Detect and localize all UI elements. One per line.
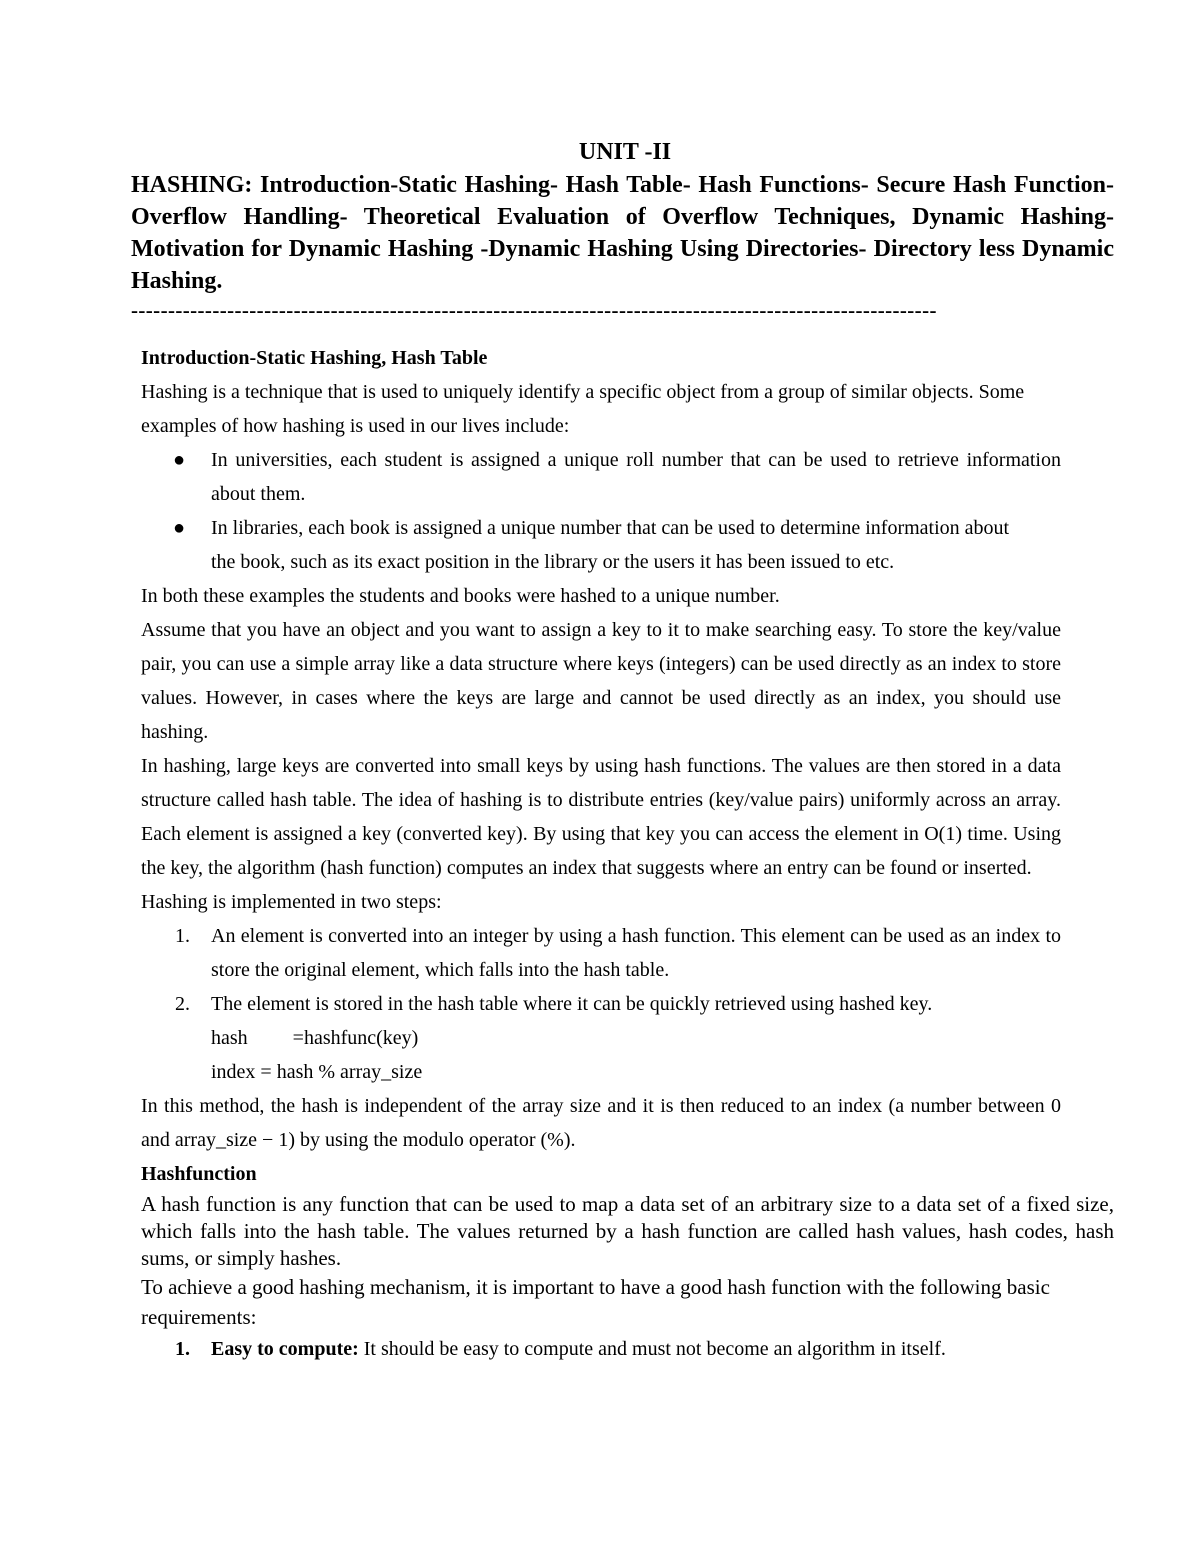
bullet-text: In universities, each student is assigned a unique roll number that can be used to retrieve information about them. [211, 449, 1061, 505]
paragraph: A hash function is any function that can be used to map a data set of an arbitrary size to a data set of a fixed size, which falls into the hash table. The values returned by a hash function are called hash values, hash codes, hash sums, or simply hashes. [141, 1192, 1114, 1270]
bullet-icon: ● [173, 517, 186, 539]
steps-numbered-list [141, 919, 1061, 1089]
examples-bullet-list [141, 443, 1061, 579]
paragraph: In this method, the hash is independent of the array size and it is then reduced to an index (a number between 0 and array_size − 1) by using the modulo operator (%). [141, 1095, 1061, 1151]
requirement-number: 1. [175, 1338, 190, 1360]
requirement-label: Easy to compute: [211, 1338, 359, 1360]
requirement-text [211, 1332, 1061, 1366]
bullet-text: In libraries, each book is assigned a unique number that can be used to determine information about the book, such as its exact position in the library or the users it has been issued to etc. [211, 517, 1010, 573]
syllabus-text: Introduction-Static Hashing- Hash Table- Hash Functions- Secure Hash Function- Overflow Handling- Theoretical Evaluation of Overflow Techniques, Dynamic Hashing- Motivation for Dynamic Hashing -Dynamic Hashing Using Directories- Directory less Dynamic Hashing. [131, 172, 1114, 294]
section-heading-hashfunction: Hashfunction [141, 1163, 257, 1185]
paragraph: To achieve a good hashing mechanism, it is important to have a good hash function with the following basic requirements: [141, 1275, 1050, 1329]
section-heading-introduction: Introduction-Static Hashing, Hash Table [141, 347, 488, 369]
bullet-item [173, 443, 1061, 511]
formula-index: index = hash % array_size [211, 1061, 423, 1083]
unit-title: UNIT -II [578, 139, 672, 165]
bullet-item [173, 511, 1061, 579]
document-body [141, 341, 1114, 1366]
intro-paragraph: Hashing is a technique that is used to uniquely identify a specific object from a group of similar objects. Some examples of how hashing is used in our lives include: [141, 381, 1025, 437]
requirement-description: It should be easy to compute and must not become an algorithm in itself. [358, 1338, 946, 1360]
syllabus-label: HASHING: [131, 172, 253, 198]
step-item [175, 987, 1061, 1089]
bullet-icon: ● [173, 449, 186, 471]
step-number: 1. [175, 925, 190, 947]
paragraph: Assume that you have an object and you want to assign a key to it to make searching easy. To store the key/value pair, you can use a simple array like a data structure where keys (integers) can be used directly as an index to store values. However, in cases where the keys are large and cannot be used directly as an index, you should use hashing. [141, 619, 1061, 743]
step-item [175, 919, 1061, 987]
formula-hash: hash =hashfunc(key) [211, 1027, 419, 1049]
step-text: The element is stored in the hash table where it can be quickly retrieved using hashed key. [211, 993, 933, 1015]
paragraph: In both these examples the students and books were hashed to a unique number. [141, 585, 780, 607]
step-text: An element is converted into an integer by using a hash function. This element can be used as an index to store the original element, which falls into the hash table. [211, 925, 1061, 981]
requirement-item [175, 1332, 1061, 1366]
step-number: 2. [175, 993, 190, 1015]
dashed-separator: ------------------------------------------------------------------------------------------------------------- [131, 298, 937, 322]
requirements-list [141, 1332, 1061, 1366]
paragraph: Hashing is implemented in two steps: [141, 891, 442, 913]
syllabus-topics [131, 169, 1114, 297]
paragraph: In hashing, large keys are converted into small keys by using hash functions. The values are then stored in a data structure called hash table. The idea of hashing is to distribute entries (key/value pairs) uniformly across an array. Each element is assigned a key (converted key). By using that key you can access the element in O(1) time. Using the key, the algorithm (hash function) computes an index that suggests where an entry can be found or inserted. [141, 755, 1061, 879]
